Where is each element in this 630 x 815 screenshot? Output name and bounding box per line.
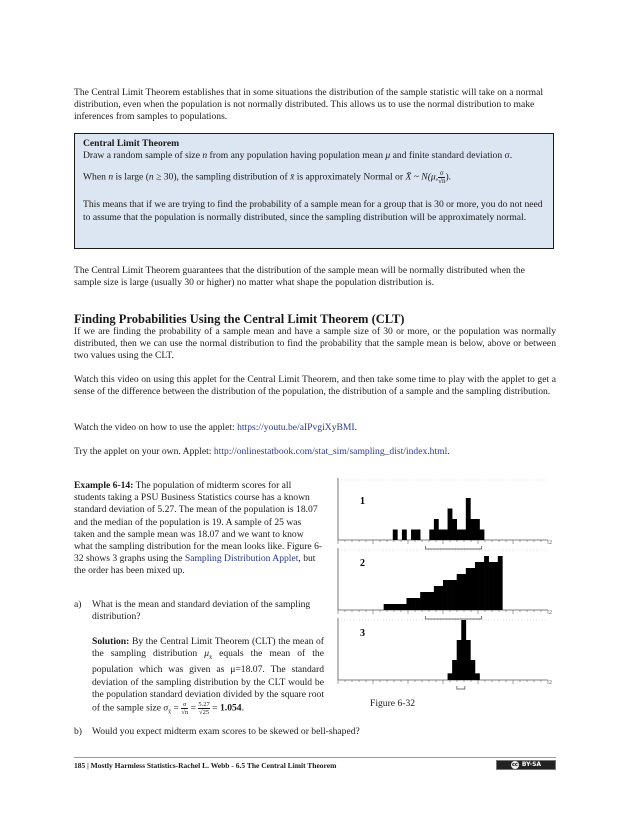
- histogram-bar: [461, 620, 466, 680]
- histogram-bar: [452, 660, 457, 680]
- histogram-bar: [475, 673, 480, 680]
- panel-label: 3: [360, 628, 365, 639]
- axis-end-label: 2: [549, 540, 552, 546]
- histogram-bar: [411, 598, 416, 610]
- histogram-bar: [384, 604, 389, 610]
- histogram-bar: [457, 640, 462, 680]
- sd-bracket: [426, 546, 482, 549]
- histogram-bar: [416, 530, 421, 541]
- figure-6-32: [333, 478, 555, 690]
- question-a-text: What is the mean and standard deviation of the sampling distribution?: [92, 599, 311, 623]
- histogram-bar: [480, 562, 485, 610]
- sd-bracket: [426, 616, 482, 619]
- histogram-bar: [429, 530, 434, 541]
- clt-definition-box: [74, 133, 554, 249]
- histogram-bar: [470, 519, 475, 540]
- histogram-bar: [438, 586, 443, 610]
- histogram-bar: [484, 556, 489, 610]
- license-badge[interactable]: cc BY-SA: [496, 760, 556, 770]
- histogram-bar: [470, 568, 475, 610]
- axis-end-label: 2: [549, 610, 552, 616]
- axis-end-label: 2: [549, 680, 552, 686]
- histogram-bar: [457, 530, 462, 541]
- histogram-bar: [402, 530, 407, 541]
- cc-icon: cc: [511, 762, 518, 768]
- question-b-label: b): [74, 726, 82, 737]
- histogram-bar: [470, 660, 475, 680]
- video-paragraph: Watch this video on using this applet for the Central Limit Theorem, and then take some time to play with the applet to get a sense of the difference between the distribution of the population, the distribution of a sample and the sampling distribution.: [74, 374, 556, 398]
- box-title: Central Limit Theorem: [83, 138, 180, 149]
- question-a-label: a): [74, 599, 82, 610]
- histogram-bar: [475, 519, 480, 540]
- histogram-bar: [411, 530, 416, 541]
- histogram-bar: [448, 580, 453, 610]
- histogram-bar: [402, 604, 407, 610]
- page-footer: [74, 757, 556, 772]
- histogram-bar: [489, 562, 494, 610]
- histogram-bar: [466, 568, 471, 610]
- histogram-bar: [480, 530, 485, 541]
- figure-caption: Figure 6-32: [370, 698, 416, 709]
- histogram-bar: [434, 586, 439, 610]
- histogram-bar: [475, 562, 480, 610]
- sd-bracket: [457, 686, 465, 689]
- clt-usage-paragraph: If we are finding the probability of a sample mean and have a sample size of 30 or more, or the population was normally distributed, then we can use the normal distribution to find the probability that the sample mean is below, above or between two values using the CLT.: [74, 326, 556, 362]
- guarantee-paragraph: The Central Limit Theorem guarantees that the distribution of the sample mean will be normally distributed when the sample size is large (usually 30 or higher) no matter what shape the population distribution is.: [74, 265, 525, 289]
- histogram-bar: [493, 562, 498, 610]
- histogram-bar: [452, 580, 457, 610]
- applet-link[interactable]: http://onlinestatbook.com/stat_sim/sampling_dist/index.html: [213, 446, 448, 457]
- histogram-bar: [388, 604, 393, 610]
- histogram-bar: [466, 498, 471, 540]
- histogram-bar: [397, 604, 402, 610]
- histogram-bar: [448, 673, 453, 680]
- histogram-bar: [393, 530, 398, 541]
- histogram-bar: [461, 574, 466, 610]
- histogram-bar: [416, 598, 421, 610]
- panel-label: 1: [360, 496, 365, 507]
- histogram-bar: [406, 598, 411, 610]
- histogram-bar: [452, 519, 457, 540]
- intro-paragraph: The Central Limit Theorem establishes that in some situations the distribution of the sample statistic will take on a normal distribution, even when the population is not normally distributed. This allows us to use the normal distribution to make inferences from samples to populations.: [74, 87, 544, 123]
- sampling-distribution-applet-link[interactable]: Sampling Distribution Applet: [184, 553, 299, 565]
- histogram-bar: [425, 592, 430, 610]
- question-a: [74, 599, 326, 623]
- histogram-bar: [448, 509, 453, 541]
- question-b-text: Would you expect midterm exam scores to be skewed or bell-shaped?: [92, 726, 360, 737]
- histogram-bar: [498, 556, 503, 610]
- footer-text: 185 | Mostly Harmless Statistics-Rachel L. Webb - 6.5 The Central Limit Theorem: [74, 761, 337, 770]
- histogram-bar: [443, 530, 448, 541]
- histogram-panel-3: [338, 618, 552, 689]
- histogram-bar: [429, 592, 434, 610]
- example-paragraph: Example 6-14: The population of midterm scores for all students taking a PSU Business Statistics course has a known standard deviation of 5.27. The mean of the population is 18.07 and the median of the population is 19. A sample of 25 was taken and the sample mean was 18.07 and we want to know what the sampling distribution for the mean looks like. Figure 6-32 shows 3 graphs using the Sampling Distribution Applet, but the order has been mixed up.: [74, 480, 323, 577]
- box-line-1: Draw a random sample of size n from any population having population mean μ and finite standard deviation σ.: [83, 150, 513, 162]
- box-line-2: When n is large (n ≥ 30), the sampling distribution of x̄ is approximately Normal or X̄ ~ N(μ, $\frac{\sigma}{√n}$ ).: [83, 169, 452, 186]
- video-link[interactable]: https://youtu.be/aIPvgiXyBMI: [237, 422, 355, 433]
- histogram-bar: [420, 592, 425, 610]
- histogram-bar: [393, 604, 398, 610]
- video-link-paragraph: Watch the video on how to use the applet: https://youtu.be/aIPvgiXyBMI.: [74, 422, 358, 433]
- histogram-bar: [461, 530, 466, 541]
- section-heading: Finding Probabilities Using the Central Limit Theorem (CLT): [74, 312, 405, 326]
- histogram-bar: [466, 640, 471, 680]
- solution-paragraph: Solution: By the Central Limit Theorem (CLT) the mean of the sampling distribution $\mu_{x̄}$ equals the mean of the population which was given as μ=18.07. The standard deviation of the sampling distribution by the CLT would be the population standard deviation divided by the square root of the sample size $\sigma_{x̄}$ = $\frac{\sigma}{√n}$ = $\frac{5.27}{√25}$ = 1.054.: [92, 636, 324, 716]
- histogram-panel-1: [338, 478, 552, 549]
- panel-label: 2: [360, 558, 365, 569]
- histogram-bar: [434, 519, 439, 540]
- histogram-bar: [457, 574, 462, 610]
- histogram-panel-2: [338, 548, 552, 619]
- box-line-3: This means that if we are trying to find the probability of a sample mean for a group that is 30 or more, you do not need to assume that the population is normally distributed, since the sampling distribution will be approximately normal.: [83, 199, 543, 223]
- histogram-bar: [443, 580, 448, 610]
- question-b: [74, 726, 554, 738]
- applet-link-paragraph: Try the applet on your own. Applet: http://onlinestatbook.com/stat_sim/sampling_dist/index.html.: [74, 446, 450, 457]
- histogram-bar: [438, 530, 443, 541]
